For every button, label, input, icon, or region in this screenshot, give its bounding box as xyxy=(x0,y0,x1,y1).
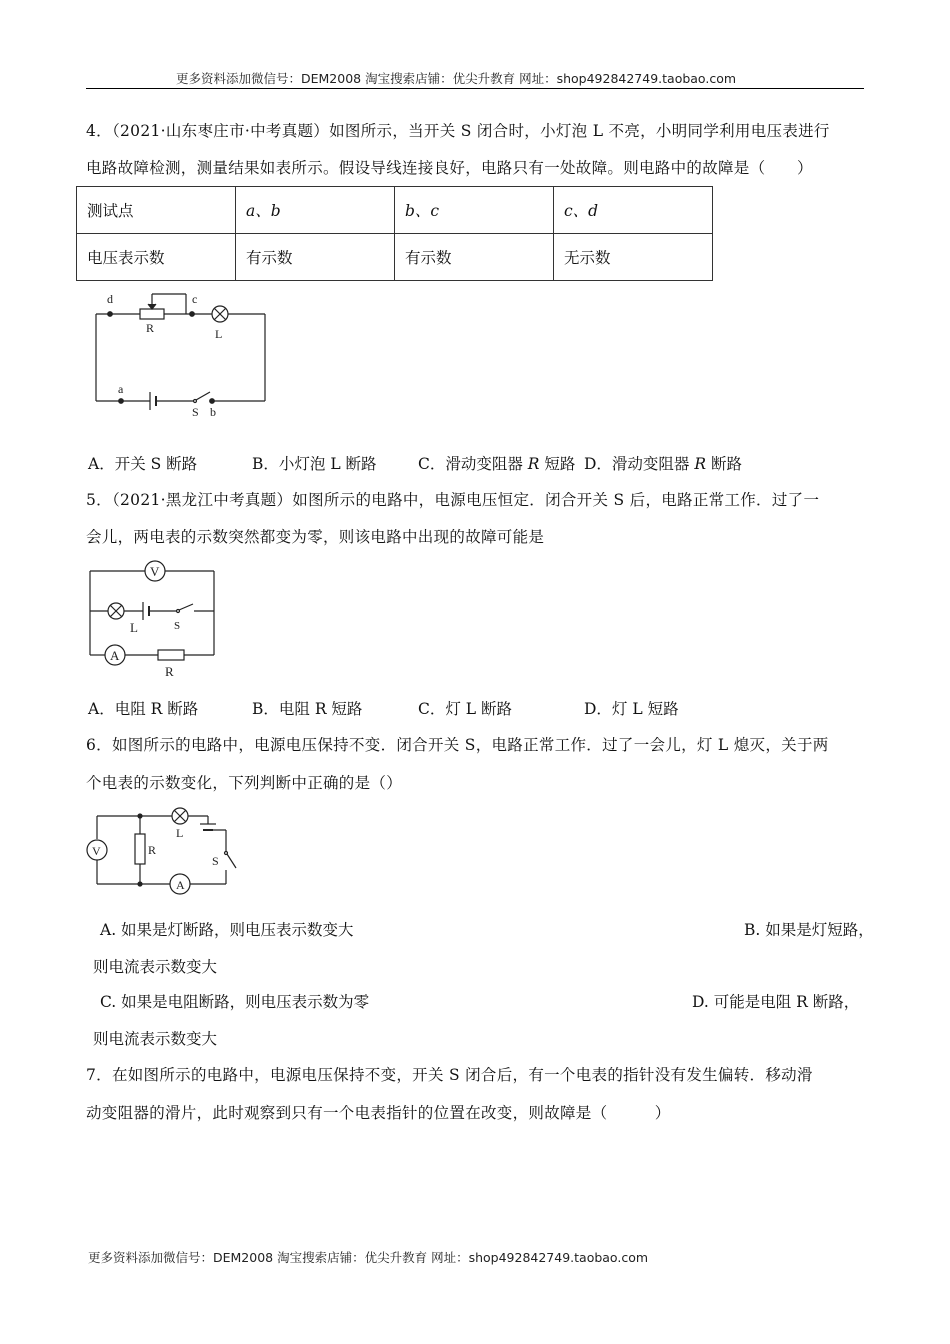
voltmeter-label: V xyxy=(92,844,101,858)
q6-option-b-cont: 则电流表示数变大 xyxy=(93,958,218,976)
table-cell: 测试点 xyxy=(77,187,236,234)
q4-circuit-diagram xyxy=(88,286,274,420)
table-cell: b、c xyxy=(395,187,554,234)
q6-option-b: B. 如果是灯短路， xyxy=(744,921,874,939)
q7-line1: 7．在如图所示的电路中，电源电压保持不变，开关 S 闭合后，有一个电表的指针没有发生偏转．移动滑 xyxy=(86,1066,813,1084)
switch-label: S xyxy=(212,854,219,868)
q5-option-b: B．电阻 R 短路 xyxy=(252,700,363,718)
q5-option-a: A．电阻 R 断路 xyxy=(88,700,199,718)
resistor-label: R xyxy=(148,843,157,857)
q6-option-d-cont: 则电流表示数变大 xyxy=(93,1030,218,1048)
lamp-label: L xyxy=(130,620,138,635)
label-d: d xyxy=(107,292,113,306)
q6-option-d: D. 可能是电阻 R 断路， xyxy=(692,993,860,1011)
ammeter-label: A xyxy=(176,878,185,892)
q4-line1: 4．（2021·山东枣庄市·中考真题）如图所示，当开关 S 闭合时，小灯泡 L 不亮，小明同学利用电压表进行 xyxy=(86,122,830,140)
resistor-label: R xyxy=(165,664,174,679)
q6-line2: 个电表的示数变化，下列判断中正确的是（） xyxy=(86,774,403,792)
q4-option-b: B．小灯泡 L 断路 xyxy=(252,455,377,473)
q7-line2: 动变阻器的滑片，此时观察到只有一个电表指针的位置在改变，则故障是（ ） xyxy=(86,1104,671,1122)
q6-circuit-diagram xyxy=(84,800,244,900)
page-footer: 更多资料添加微信号：DEM2008 淘宝搜索店铺：优尖升教育 网址：shop492842749.taobao.com xyxy=(88,1250,649,1265)
table-row xyxy=(77,187,713,234)
table-cell: 电压表示数 xyxy=(77,234,236,281)
table-cell: 有示数 xyxy=(236,234,395,281)
q4-table xyxy=(76,186,713,281)
q4-option-d: D．滑动变阻器 R 断路 xyxy=(584,455,742,473)
page-header: 更多资料添加微信号：DEM2008 淘宝搜索店铺：优尖升教育 网址：shop492842749.taobao.com xyxy=(176,71,737,86)
voltmeter-label: V xyxy=(150,564,160,579)
table-row xyxy=(77,234,713,281)
q6-option-c: C. 如果是电阻断路，则电压表示数为零 xyxy=(100,993,370,1011)
label-b: b xyxy=(210,405,216,419)
lamp-label: L xyxy=(176,826,184,840)
q4-option-a: A．开关 S 断路 xyxy=(88,455,198,473)
q6-option-a: A. 如果是灯断路，则电压表示数变大 xyxy=(100,921,354,939)
q5-option-d: D．灯 L 短路 xyxy=(584,700,679,718)
label-c: c xyxy=(192,292,198,306)
q5-circuit-diagram xyxy=(84,558,224,680)
table-cell: 无示数 xyxy=(554,234,713,281)
table-cell: c、d xyxy=(554,187,713,234)
q6-line1: 6．如图所示的电路中，电源电压保持不变．闭合开关 S，电路正常工作．过了一会儿，灯 L 熄灭，关于两 xyxy=(86,736,829,754)
q5-option-c: C．灯 L 断路 xyxy=(418,700,513,718)
header-rule xyxy=(86,88,864,89)
switch-label: S xyxy=(174,620,181,632)
label-a: a xyxy=(118,382,124,396)
q5-line2: 会儿，两电表的示数突然都变为零，则该电路中出现的故障可能是 xyxy=(86,528,545,546)
q4-line2: 电路故障检测，测量结果如表所示。假设导线连接良好，电路只有一处故障。则电路中的故障是（ ） xyxy=(86,159,813,177)
label-s: S xyxy=(192,405,199,419)
q4-option-c: C．滑动变阻器 R 短路 xyxy=(418,455,576,473)
table-cell: a、b xyxy=(236,187,395,234)
label-l: L xyxy=(215,327,223,341)
table-cell: 有示数 xyxy=(395,234,554,281)
ammeter-label: A xyxy=(110,648,120,663)
q5-line1: 5．（2021·黑龙江中考真题）如图所示的电路中，电源电压恒定．闭合开关 S 后，电路正常工作．过了一 xyxy=(86,491,820,509)
label-r: R xyxy=(146,321,155,335)
